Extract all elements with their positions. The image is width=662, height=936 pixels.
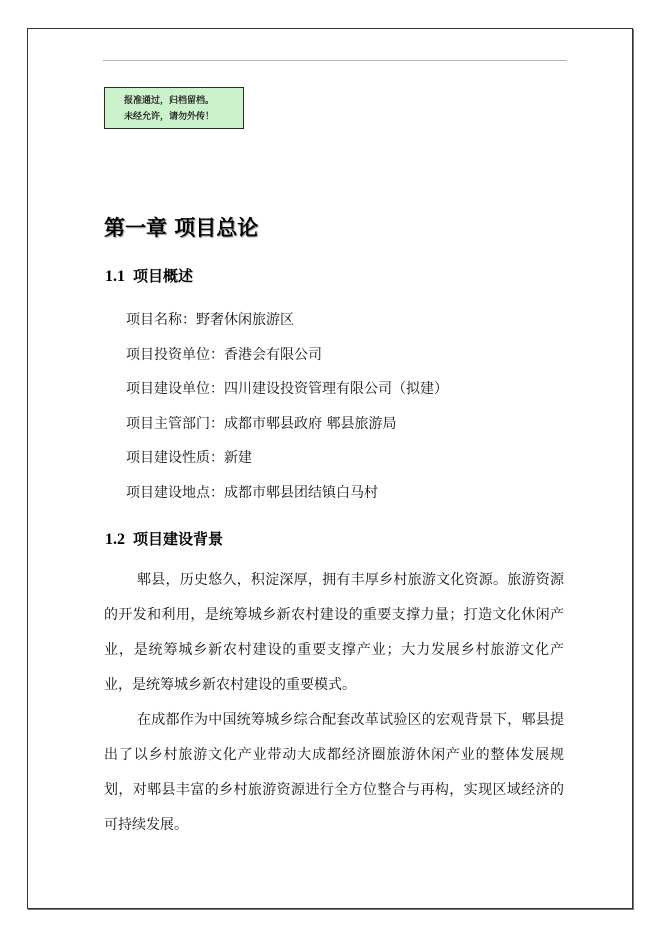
info-item-authority: 项目主管部门：成都市郫县政府 郫县旅游局 (126, 415, 397, 432)
header-rule (103, 60, 567, 61)
section-title-text: 项目概述 (133, 267, 194, 285)
stamp-line-1: 报准通过，归档留档。 (124, 96, 215, 106)
section-heading-background (105, 528, 223, 551)
stamp-line-2: 未经允许，请勿外传！ (124, 112, 215, 122)
info-item-nature: 项目建设性质：新建 (126, 450, 252, 467)
project-info-list (126, 303, 448, 511)
section-number: 1.2 (105, 531, 125, 548)
chapter-title: 第一章 项目总论 (104, 216, 259, 241)
info-item-investor: 项目投资单位：香港会有限公司 (126, 346, 322, 363)
info-item-name: 项目名称：野奢休闲旅游区 (126, 312, 294, 328)
info-item-builder: 项目建设单位：四川建设投资管理有限公司（拟建） (126, 381, 448, 398)
section-number: 1.1 (105, 268, 125, 285)
background-paragraph-1: 郫县，历史悠久，积淀深厚，拥有丰厚乡村旅游文化资源。旅游资源的开发和利用，是统筹城乡新农村建设的重要支撑力量；打造文化休闲产业，是统筹城乡新农村建设的重要支撑产业；大力发展乡村旅游文化产业，是统筹城乡新农村建设的重要模式。 (104, 572, 564, 693)
info-item-location: 项目建设地点：成都市郫县团结镇白马村 (126, 484, 378, 501)
section-heading-overview (105, 265, 193, 288)
approval-stamp-box (104, 87, 244, 129)
section-title-text: 项目建设背景 (133, 530, 224, 548)
background-paragraph-2: 在成都作为中国统筹城乡综合配套改革试验区的宏观背景下，郫县提出了以乡村旅游文化产业带动大成都经济圈旅游休闲产业的整体发展规划，对郫县丰富的乡村旅游资源进行全方位整合与再构，实现区域经济的可持续发展。 (104, 712, 564, 833)
